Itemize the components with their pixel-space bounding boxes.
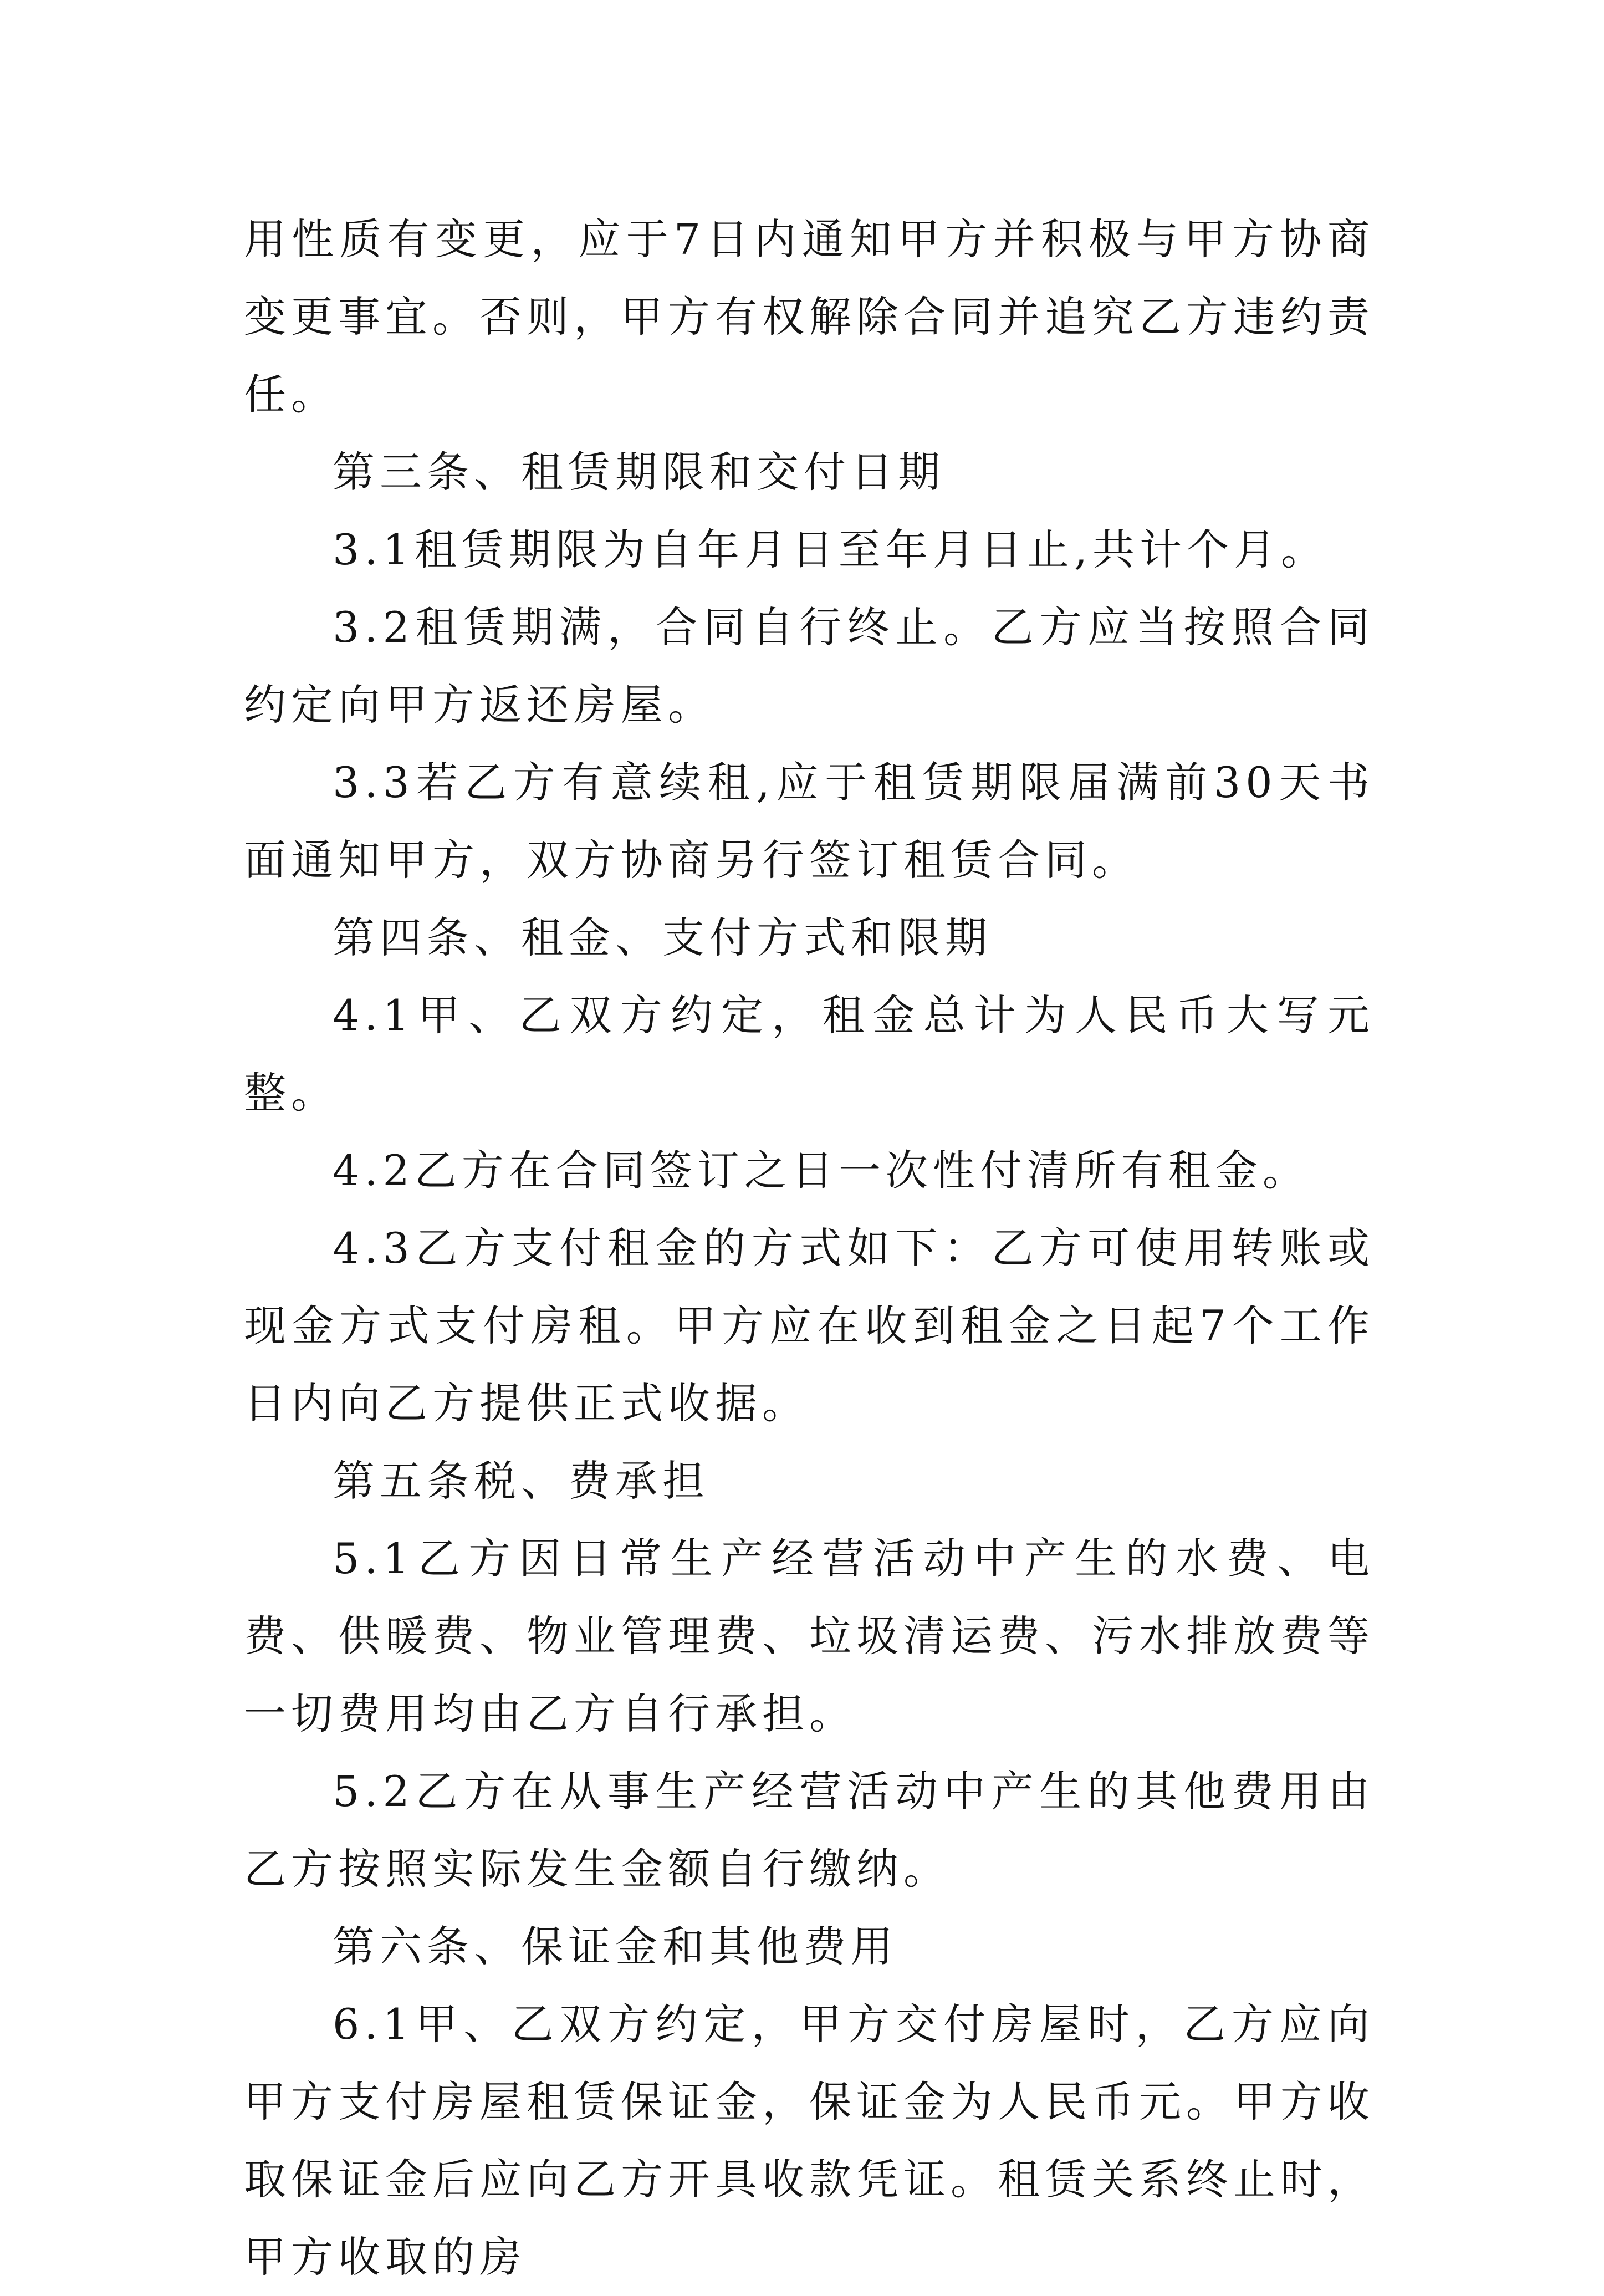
clause-4-2: 4.2乙方在合同签订之日一次性付清所有租金。 — [333, 1146, 1310, 1195]
clause-4-3: 4.3乙方支付租金的方式如下：乙方可使用转账或现金方式支付房租。甲方应在收到租金之日起7个工作日内向乙方提供正式收据。 — [244, 1223, 1375, 1428]
section-heading-article-4: 第四条、租金、支付方式和限期 — [333, 913, 992, 962]
section-heading-article-5: 第五条税、费承担 — [333, 1456, 709, 1506]
clause-5-1: 5.1乙方因日常生产经营活动中产生的水费、电费、供暖费、物业管理费、垃圾清运费、污水排放费等一切费用均由乙方自行承担。 — [244, 1534, 1375, 1738]
clause-3-2: 3.2租赁期满，合同自行终止。乙方应当按照合同约定向甲方返还房屋。 — [244, 603, 1375, 729]
paragraph-continuation: 用性质有变更，应于7日内通知甲方并积极与甲方协商变更事宜。否则，甲方有权解除合同并追究乙方违约责任。 — [244, 215, 1375, 419]
section-heading-article-6: 第六条、保证金和其他费用 — [333, 1922, 898, 1971]
document-body — [244, 201, 1375, 2296]
clause-5-2: 5.2乙方在从事生产经营活动中产生的其他费用由乙方按照实际发生金额自行缴纳。 — [244, 1767, 1375, 1894]
section-heading-article-3: 第三条、租赁期限和交付日期 — [333, 447, 945, 497]
clause-6-1: 6.1甲、乙双方约定，甲方交付房屋时，乙方应向甲方支付房屋租赁保证金，保证金为人民币元。甲方收取保证金后应向乙方开具收款凭证。租赁关系终止时，甲方收取的房 — [244, 1999, 1375, 2282]
clause-3-1: 3.1租赁期限为自年月日至年月日止,共计个月。 — [333, 525, 1329, 574]
clause-4-1: 4.1甲、乙双方约定，租金总计为人民币大写元整。 — [244, 991, 1375, 1118]
clause-3-3: 3.3若乙方有意续租,应于租赁期限届满前30天书面通知甲方，双方协商另行签订租赁合同。 — [244, 758, 1375, 885]
